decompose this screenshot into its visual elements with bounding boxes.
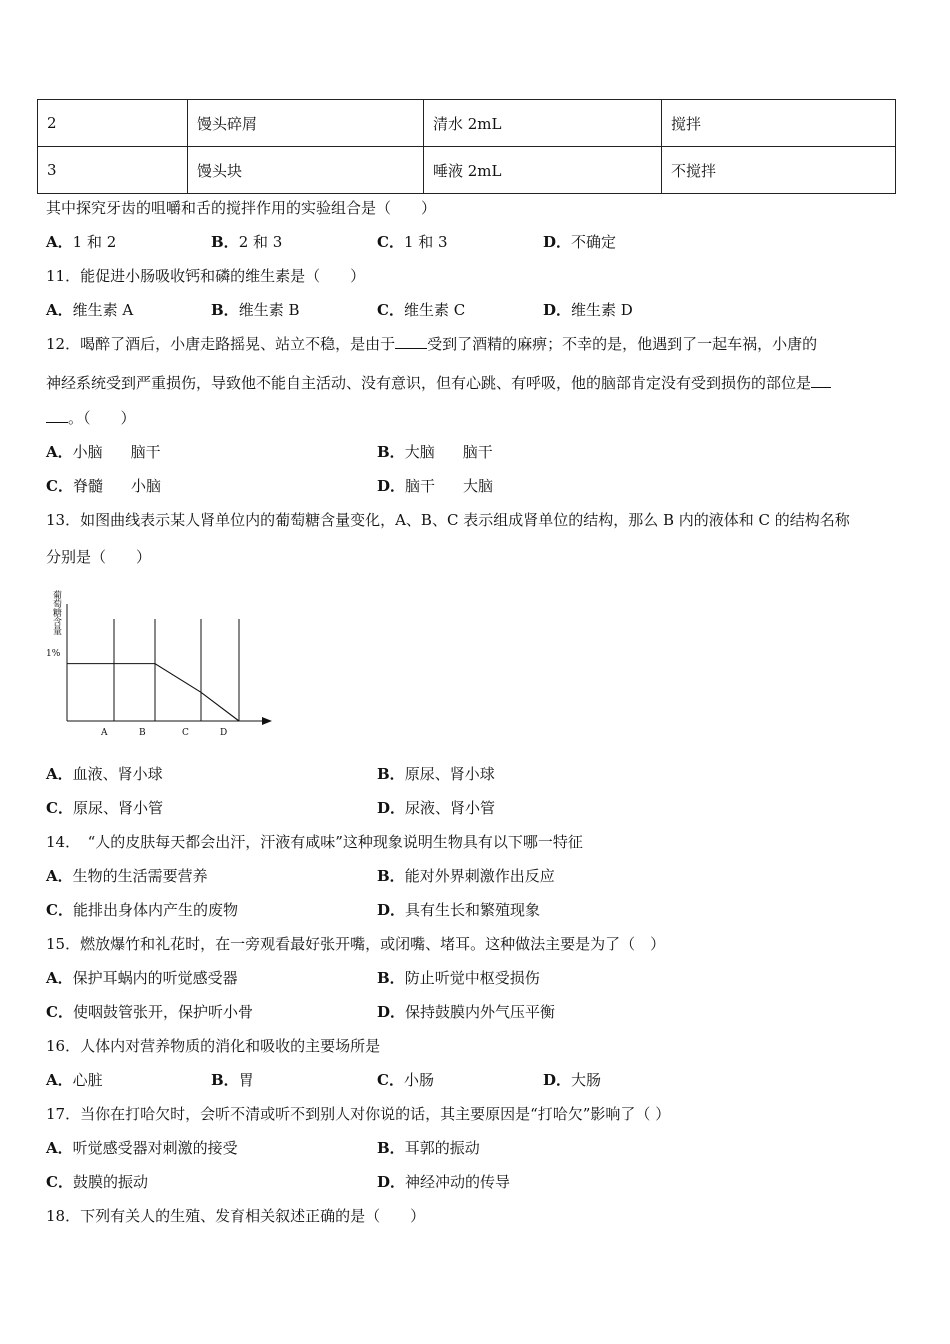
q12-line-3-text: 。（ ）	[68, 409, 136, 427]
q13-line-1: 13．如图曲线表示某人肾单位内的葡萄糖含量变化，A、B、C 表示组成肾单位的结构，那么 B 内的液体和 C 的结构名称	[46, 511, 850, 529]
q13-option-d	[377, 798, 495, 818]
q13-option-b	[377, 764, 495, 784]
option-text: 原尿、肾小管	[72, 799, 163, 817]
q15-option-a	[46, 968, 238, 988]
q12-option-b	[377, 442, 493, 462]
q11-option-c	[377, 300, 465, 320]
option-letter: D．	[377, 799, 406, 817]
option-letter: A．	[46, 765, 73, 783]
q11-option-d	[543, 300, 633, 320]
option-text-b: 大脑	[463, 477, 494, 495]
option-text: 1 和 3	[403, 233, 448, 251]
q12-line-1	[46, 334, 817, 354]
q15-option-c	[46, 1002, 253, 1022]
answer-blank	[46, 408, 68, 423]
option-letter: D．	[543, 233, 572, 251]
table-cell: 搅拌	[662, 100, 896, 147]
option-text: 耳郭的振动	[404, 1139, 480, 1157]
option-letter: A．	[46, 1139, 73, 1157]
q12-option-d	[377, 476, 493, 496]
option-letter: C．	[377, 301, 404, 319]
q13-option-c	[46, 798, 163, 818]
x-axis-arrow	[262, 717, 272, 725]
option-text-a: 脊髓	[72, 477, 103, 495]
y-tick-label: 1%	[46, 649, 61, 659]
q11-option-a	[46, 300, 133, 320]
option-text-b: 脑干	[130, 443, 161, 461]
q10-option-c	[377, 232, 448, 252]
table-row	[38, 147, 896, 194]
y-axis-label: 葡萄糖含量	[51, 590, 61, 635]
q12-line-1b: 受到了酒精的麻痹；不幸的是，他遇到了一起车祸，小唐的	[427, 335, 818, 353]
option-letter: C．	[46, 1003, 73, 1021]
table-cell: 3	[38, 147, 188, 194]
q12-line-1a: 12．喝醉了酒后，小唐走路摇晃、站立不稳，是由于	[46, 335, 396, 353]
q17-option-d	[377, 1172, 510, 1192]
option-letter: B．	[211, 233, 239, 251]
option-text: 能排出身体内产生的废物	[72, 901, 238, 919]
q17-stem: 17．当你在打哈欠时，会听不清或听不到别人对你说的话，其主要原因是“打哈欠”影响了（ ）	[46, 1105, 671, 1123]
option-text: 防止听觉中枢受损伤	[404, 969, 540, 987]
option-letter: A．	[46, 867, 73, 885]
q11-stem: 11．能促进小肠吸收钙和磷的维生素是（ ）	[46, 267, 366, 285]
q12-line-3	[46, 408, 136, 428]
option-text: 原尿、肾小球	[404, 765, 495, 783]
x-tick-label-b: B	[139, 728, 146, 738]
option-letter: C．	[46, 799, 73, 817]
answer-blank	[395, 334, 427, 349]
option-text: 2 和 3	[238, 233, 283, 251]
option-letter: D．	[377, 1003, 406, 1021]
q17-option-b	[377, 1138, 480, 1158]
option-text: 生物的生活需要营养	[72, 867, 208, 885]
q10-stem: 其中探究牙齿的咀嚼和舌的搅拌作用的实验组合是（ ）	[46, 199, 437, 217]
q15-option-d	[377, 1002, 555, 1022]
q12-line-2-text: 神经系统受到严重损伤，导致他不能自主活动、没有意识，但有心跳、有呼吸，他的脑部肯定没有受到损伤的部位是	[46, 374, 812, 392]
glucose-chart	[40, 582, 280, 742]
option-letter: C．	[46, 477, 73, 495]
option-text: 维生素 D	[571, 301, 633, 319]
option-text: 心脏	[72, 1071, 103, 1089]
q16-option-d	[543, 1070, 601, 1090]
option-letter: A．	[46, 969, 73, 987]
option-text: 维生素 A	[72, 301, 134, 319]
answer-blank	[811, 373, 831, 388]
q10-option-b	[211, 232, 282, 252]
option-letter: A．	[46, 1071, 73, 1089]
q13-option-a	[46, 764, 163, 784]
option-text: 保持鼓膜内外气压平衡	[405, 1003, 556, 1021]
option-letter: B．	[211, 301, 239, 319]
option-text: 胃	[238, 1071, 254, 1089]
option-text: 大肠	[571, 1071, 602, 1089]
option-text-b: 小脑	[130, 477, 161, 495]
option-letter: C．	[377, 1071, 404, 1089]
option-letter: B．	[377, 443, 405, 461]
q17-option-a	[46, 1138, 238, 1158]
option-letter: A．	[46, 233, 73, 251]
q11-option-b	[211, 300, 299, 320]
option-text-b: 脑干	[462, 443, 493, 461]
glucose-series-line	[67, 664, 239, 721]
option-text: 使咽鼓管张开，保护听小骨	[72, 1003, 253, 1021]
option-letter: B．	[377, 1139, 405, 1157]
table-cell: 馒头块	[188, 147, 424, 194]
option-text-a: 小脑	[72, 443, 103, 461]
q18-stem: 18．下列有关人的生殖、发育相关叙述正确的是（ ）	[46, 1207, 426, 1225]
q16-option-b	[211, 1070, 254, 1090]
q16-stem: 16．人体内对营养物质的消化和吸收的主要场所是	[46, 1037, 381, 1055]
table-row	[38, 100, 896, 147]
option-letter: D．	[377, 901, 406, 919]
x-tick-label-d: D	[220, 728, 228, 738]
table-cell: 馒头碎屑	[188, 100, 424, 147]
option-letter: B．	[377, 969, 405, 987]
option-letter: D．	[377, 1173, 406, 1191]
q14-stem: 14． “人的皮肤每天都会出汗，汗液有咸味”这种现象说明生物具有以下哪一特征	[46, 833, 583, 851]
q12-option-c	[46, 476, 161, 496]
option-letter: C．	[46, 1173, 73, 1191]
option-letter: C．	[377, 233, 404, 251]
x-tick-label-c: C	[182, 728, 189, 738]
option-text: 1 和 2	[72, 233, 117, 251]
q14-option-c	[46, 900, 238, 920]
q16-option-a	[46, 1070, 103, 1090]
option-letter: D．	[543, 1071, 572, 1089]
option-text: 血液、肾小球	[72, 765, 163, 783]
option-letter: C．	[46, 901, 73, 919]
option-letter: D．	[543, 301, 572, 319]
option-text: 鼓膜的振动	[72, 1173, 148, 1191]
table-cell: 清水 2mL	[424, 100, 662, 147]
option-text: 神经冲动的传导	[405, 1173, 511, 1191]
option-letter: B．	[377, 867, 405, 885]
option-text: 不确定	[571, 233, 617, 251]
option-letter: A．	[46, 301, 73, 319]
x-tick-label-a: A	[101, 728, 108, 738]
option-letter: B．	[211, 1071, 239, 1089]
option-text-a: 大脑	[404, 443, 435, 461]
q14-option-b	[377, 866, 555, 886]
option-letter: B．	[377, 765, 405, 783]
q10-option-d	[543, 232, 616, 252]
option-text: 具有生长和繁殖现象	[405, 901, 541, 919]
option-text: 保护耳蜗内的听觉感受器	[72, 969, 238, 987]
table-cell: 2	[38, 100, 188, 147]
option-text: 尿液、肾小管	[405, 799, 496, 817]
option-text: 维生素 C	[403, 301, 466, 319]
option-text: 小肠	[403, 1071, 434, 1089]
q14-option-d	[377, 900, 540, 920]
q15-option-b	[377, 968, 540, 988]
q12-line-2	[46, 373, 831, 393]
experiment-table	[37, 99, 896, 194]
option-text: 能对外界刺激作出反应	[404, 867, 555, 885]
option-letter: A．	[46, 443, 73, 461]
q15-stem: 15．燃放爆竹和礼花时，在一旁观看最好张开嘴，或闭嘴、堵耳。这种做法主要是为了（ ）	[46, 935, 666, 953]
table-cell: 不搅拌	[662, 147, 896, 194]
option-text-a: 脑干	[405, 477, 436, 495]
q10-option-a	[46, 232, 116, 252]
q14-option-a	[46, 866, 208, 886]
option-text: 维生素 B	[238, 301, 300, 319]
q17-option-c	[46, 1172, 148, 1192]
option-text: 听觉感受器对刺激的接受	[72, 1139, 238, 1157]
q16-option-c	[377, 1070, 434, 1090]
option-letter: D．	[377, 477, 406, 495]
table-cell: 唾液 2mL	[424, 147, 662, 194]
q12-option-a	[46, 442, 161, 462]
q13-line-2: 分别是（ ）	[46, 548, 152, 566]
